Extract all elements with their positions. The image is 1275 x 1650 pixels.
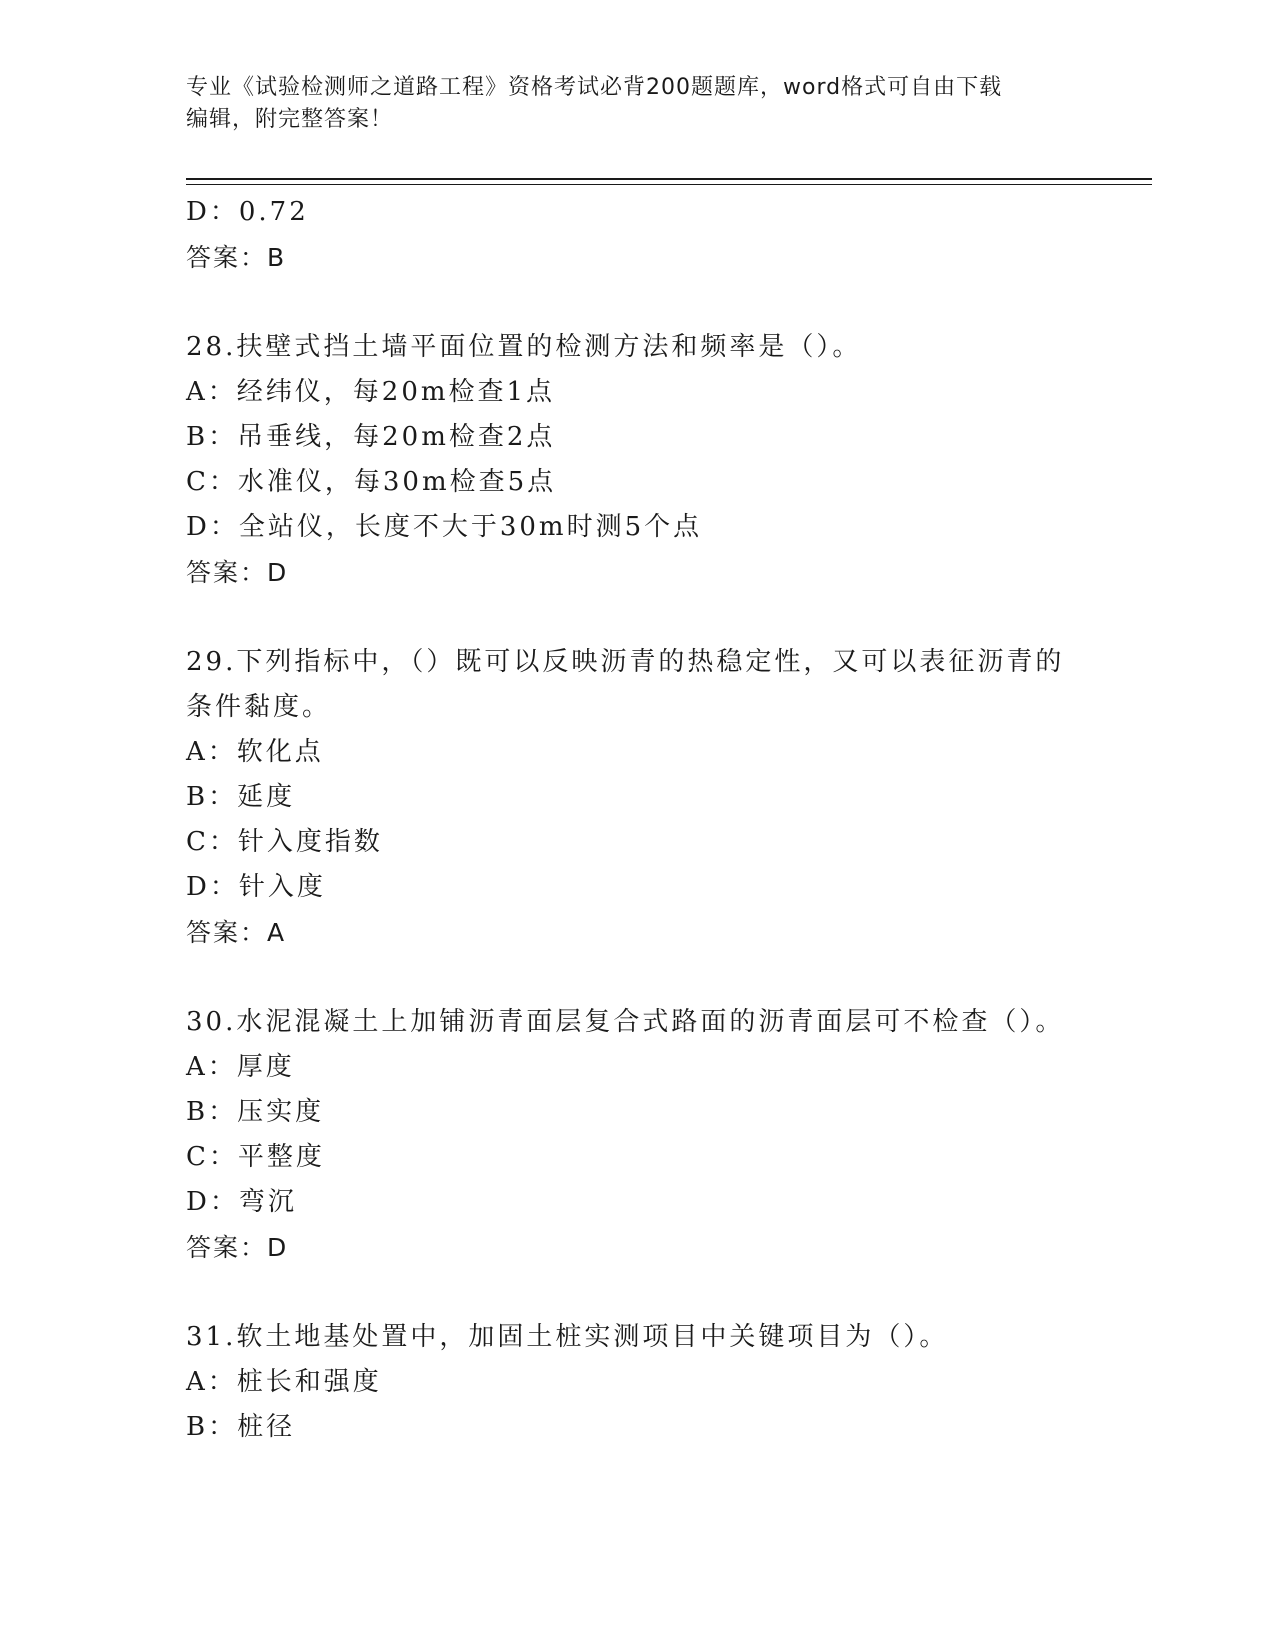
option-d: D：全站仪，长度不大于30m时测5个点 (186, 512, 703, 542)
option-c: C：水准仪，每30m检查5点 (186, 467, 557, 497)
question-28 (186, 325, 1076, 595)
option-b: B：桩径 (186, 1412, 296, 1442)
spacer (186, 1270, 1076, 1315)
option-b: B：压实度 (186, 1097, 325, 1127)
header-divider-thin (186, 184, 1152, 185)
option-a: A：软化点 (186, 737, 324, 767)
answer-line: 答案：A (186, 918, 287, 947)
answer-line: 答案：B (186, 243, 287, 272)
previous-question-tail (186, 190, 1076, 280)
option-a: A：经纬仪，每20m检查1点 (186, 377, 556, 407)
header-title-line-1: 专业《试验检测师之道路工程》资格考试必背200题题库，word格式可自由下载 (186, 75, 1003, 100)
option-d: D：弯沉 (186, 1187, 297, 1217)
question-stem: 31.软土地基处置中，加固土桩实测项目中关键项目为（）。 (186, 1322, 949, 1352)
option-d: D：0.72 (186, 197, 309, 227)
option-b: B：吊垂线，每20m检查2点 (186, 422, 556, 452)
option-b: B：延度 (186, 782, 296, 812)
document-body (186, 190, 1076, 1450)
question-stem: 28.扶壁式挡土墙平面位置的检测方法和频率是（）。 (186, 332, 862, 362)
question-stem: 30.水泥混凝土上加铺沥青面层复合式路面的沥青面层可不检查（）。 (186, 1007, 1065, 1037)
answer-line: 答案：D (186, 1233, 289, 1262)
option-a: A：桩长和强度 (186, 1367, 382, 1397)
question-stem: 29.下列指标中，（）既可以反映沥青的热稳定性，又可以表征沥青的条件黏度。 (186, 647, 1065, 722)
spacer (186, 955, 1076, 1000)
spacer (186, 595, 1076, 640)
header-divider-thick (186, 178, 1152, 180)
option-a: A：厚度 (186, 1052, 295, 1082)
option-c: C：平整度 (186, 1142, 325, 1172)
question-31 (186, 1315, 1076, 1450)
question-29 (186, 640, 1076, 955)
option-c: C：针入度指数 (186, 827, 383, 857)
option-d: D：针入度 (186, 872, 326, 902)
question-30 (186, 1000, 1076, 1270)
answer-line: 答案：D (186, 558, 289, 587)
page-header (186, 72, 1076, 136)
header-title-line-2: 编辑，附完整答案！ (186, 107, 394, 132)
spacer (186, 280, 1076, 325)
